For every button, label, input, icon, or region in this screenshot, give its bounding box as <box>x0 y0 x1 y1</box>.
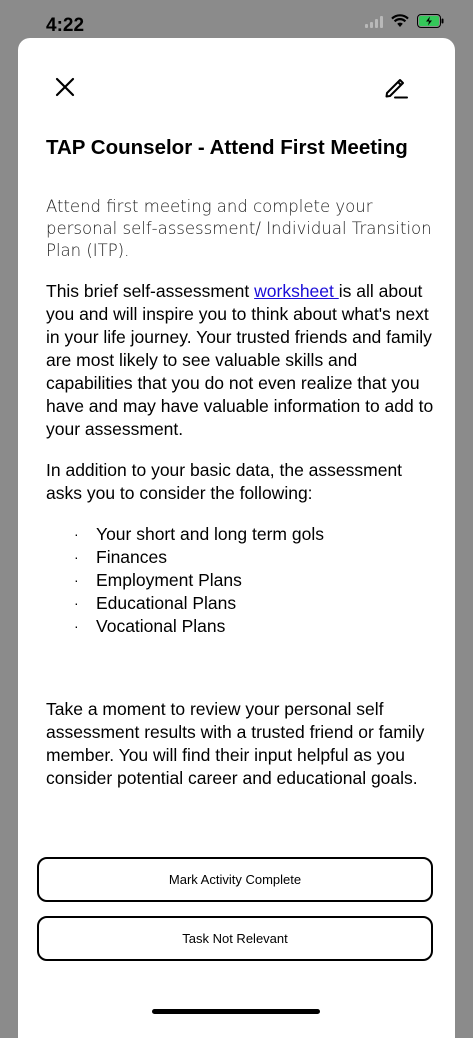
bullet-icon: · <box>74 549 79 565</box>
status-time: 4:22 <box>46 15 85 36</box>
list-item <box>46 546 438 569</box>
task-not-relevant-button[interactable]: Task Not Relevant <box>37 916 433 961</box>
list-item-label: Educational Plans <box>96 593 237 613</box>
list-item <box>46 615 438 638</box>
status-bar <box>0 0 473 40</box>
home-indicator[interactable] <box>152 1009 320 1014</box>
close-icon <box>55 77 75 102</box>
bullet-icon: · <box>74 572 79 588</box>
bullet-icon: · <box>74 526 79 542</box>
list-item-label: Your short and long term gols <box>96 524 324 544</box>
worksheet-paragraph <box>46 280 438 441</box>
task-detail-sheet <box>18 38 455 1038</box>
list-item-label: Employment Plans <box>96 570 242 590</box>
list-item <box>46 569 438 592</box>
close-button[interactable] <box>50 74 80 104</box>
list-item <box>46 592 438 615</box>
assessment-topics-list <box>46 523 438 638</box>
bullet-icon: · <box>74 595 79 611</box>
worksheet-paragraph-intro: This brief self-assessment <box>46 281 255 301</box>
assessment-paragraph: In addition to your basic data, the assessment asks you to consider the following: <box>46 460 403 503</box>
battery-charging-icon <box>417 14 445 33</box>
list-item-label: Finances <box>96 547 168 567</box>
mark-activity-complete-button[interactable]: Mark Activity Complete <box>37 857 433 902</box>
task-description <box>46 196 438 814</box>
list-item-label: Vocational Plans <box>96 616 226 636</box>
pencil-icon <box>383 74 409 105</box>
worksheet-link[interactable]: worksheet <box>254 281 339 301</box>
wifi-icon <box>391 14 409 33</box>
status-icons <box>365 14 445 33</box>
task-subtitle: Attend first meeting and complete your personal self-assessment/ Individual Transition Plan (ITP). <box>46 197 432 260</box>
review-paragraph: Take a moment to review your personal self assessment results with a trusted friend or family member. You will find their input helpful as you consider potential career and educational goals. <box>46 699 425 788</box>
cellular-signal-icon <box>365 15 383 33</box>
list-item <box>46 523 438 546</box>
bullet-icon: · <box>74 618 79 634</box>
edit-button[interactable] <box>381 74 411 104</box>
worksheet-paragraph-rest: is all about you and will inspire you to think about what's next in your life journey. Your trusted friends and family are most likely to see valuable skills and capabilities that you do not even realize that you have and may have valuable information to add to your assessment. <box>46 281 434 439</box>
task-title: TAP Counselor - Attend First Meeting <box>46 136 408 159</box>
